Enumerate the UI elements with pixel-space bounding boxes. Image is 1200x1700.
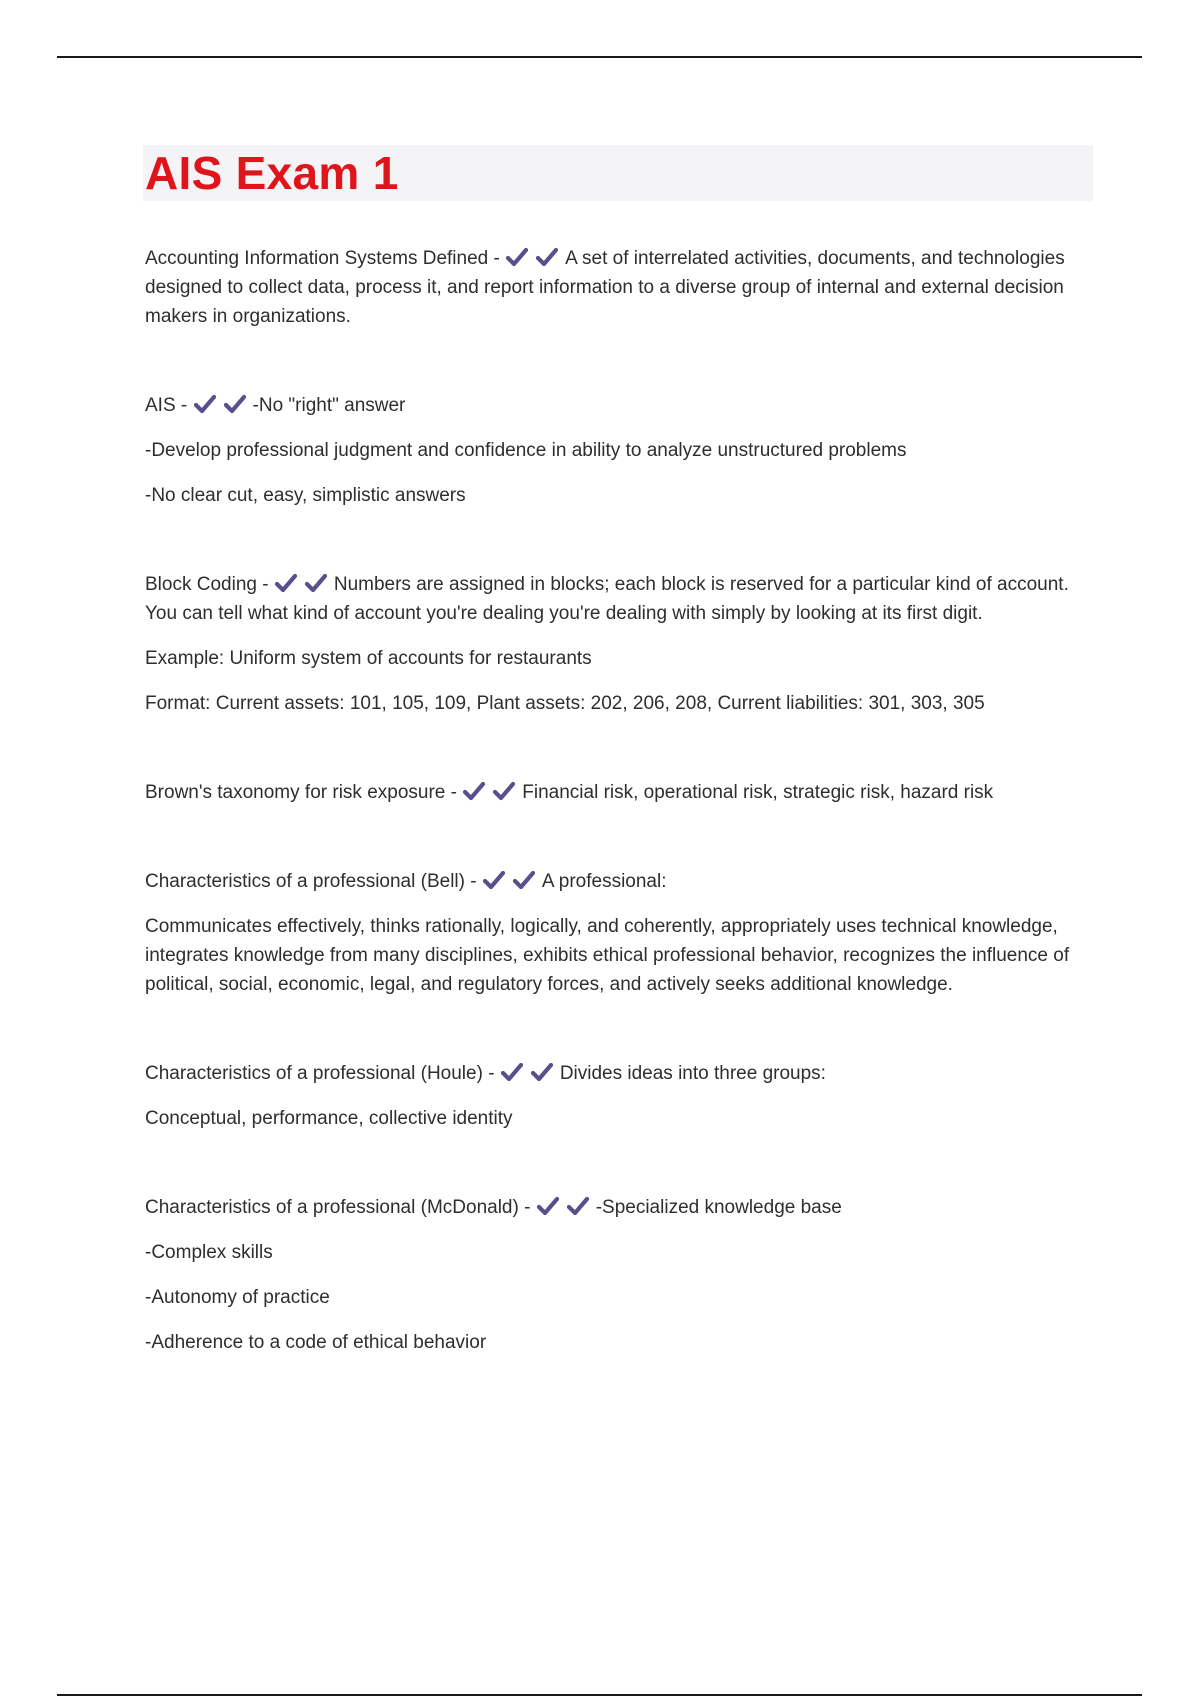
flashcard-term: Accounting Information Systems Defined - xyxy=(145,248,500,269)
flashcard-answer: -No "right" answer xyxy=(252,395,406,416)
document-title: AIS Exam 1 xyxy=(145,147,399,199)
check-icon xyxy=(566,1196,592,1216)
check-icon xyxy=(535,247,561,267)
check-icon xyxy=(530,1062,556,1082)
check-icon xyxy=(193,394,219,414)
check-icon xyxy=(536,1196,562,1216)
flashcard-answer: Divides ideas into three groups: xyxy=(559,1063,826,1084)
flashcard-answer: Financial risk, operational risk, strategic risk, hazard risk xyxy=(522,782,994,803)
flashcard-entry xyxy=(145,244,1095,331)
flashcard-line xyxy=(145,570,1095,628)
check-icon xyxy=(492,781,518,801)
flashcard-answer-line: -Complex skills xyxy=(145,1242,273,1263)
flashcard-entry xyxy=(145,570,1095,718)
flashcard-list xyxy=(145,244,1095,1417)
check-icon xyxy=(223,394,249,414)
flashcard-line xyxy=(145,244,1095,331)
flashcard-entry xyxy=(145,778,1095,807)
check-icon xyxy=(274,573,300,593)
flashcard-term: Block Coding - xyxy=(145,574,269,595)
flashcard-answer-line: Conceptual, performance, collective identity xyxy=(145,1108,513,1129)
flashcard-answer-line: -Adherence to a code of ethical behavior xyxy=(145,1332,487,1353)
flashcard-term: Brown's taxonomy for risk exposure - xyxy=(145,782,457,803)
flashcard-line xyxy=(145,1193,1095,1222)
check-icon xyxy=(512,870,538,890)
check-icon xyxy=(505,247,531,267)
flashcard-answer-line: -Develop professional judgment and confidence in ability to analyze unstructured problems xyxy=(145,440,907,461)
flashcard-answer: A set of interrelated activities, documents, and technologies designed to collect data, process it, and report information to a diverse group of internal and external decision makers in organizations. xyxy=(145,248,1065,327)
flashcard-line xyxy=(145,778,1095,807)
check-icon xyxy=(500,1062,526,1082)
flashcard-answer-line: -No clear cut, easy, simplistic answers xyxy=(145,485,466,506)
flashcard-term: Characteristics of a professional (Bell) - xyxy=(145,871,477,892)
flashcard-term: Characteristics of a professional (McDonald) - xyxy=(145,1197,531,1218)
flashcard-line xyxy=(145,1059,1095,1088)
flashcard-term: AIS - xyxy=(145,395,188,416)
footer-rule xyxy=(57,1694,1142,1696)
flashcard-entry xyxy=(145,1059,1095,1133)
flashcard-line xyxy=(145,867,1095,896)
flashcard-answer-line: Format: Current assets: 101, 105, 109, Plant assets: 202, 206, 208, Current liabilities: 301, 303, 305 xyxy=(145,693,985,714)
flashcard-answer-line: Communicates effectively, thinks rationally, logically, and coherently, appropriately uses technical knowledge, integrates knowledge from many disciplines, exhibits ethical professional behavior, recognizes the influence of political, social, economic, legal, and regulatory forces, and actively seeks additional knowledge. xyxy=(145,916,1070,995)
flashcard-entry xyxy=(145,1193,1095,1357)
flashcard-term: Characteristics of a professional (Houle) - xyxy=(145,1063,495,1084)
flashcard-entry xyxy=(145,867,1095,999)
flashcard-entry xyxy=(145,391,1095,510)
flashcard-answer: A professional: xyxy=(541,871,667,892)
header-rule xyxy=(57,56,1142,58)
check-icon xyxy=(462,781,488,801)
flashcard-line xyxy=(145,391,1095,420)
check-icon xyxy=(304,573,330,593)
flashcard-answer: -Specialized knowledge base xyxy=(595,1197,842,1218)
flashcard-answer: Numbers are assigned in blocks; each block is reserved for a particular kind of account. You can tell what kind of account you're dealing you're dealing with simply by looking at its first digit. xyxy=(145,574,1069,624)
flashcard-answer-line: -Autonomy of practice xyxy=(145,1287,330,1308)
check-icon xyxy=(482,870,508,890)
flashcard-answer-line: Example: Uniform system of accounts for restaurants xyxy=(145,648,592,669)
